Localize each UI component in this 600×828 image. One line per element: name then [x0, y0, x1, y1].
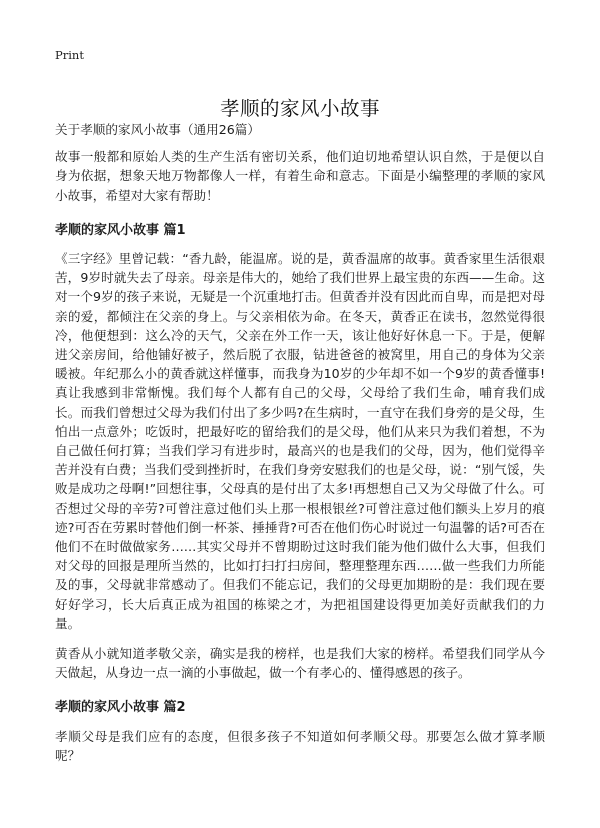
section-2-paragraph-1: 孝顺父母是我们应有的态度，但很多孩子不知道如何孝顺父母。那要怎么做才算孝顺呢？ [55, 728, 545, 763]
page-title: 孝顺的家风小故事 [219, 97, 380, 121]
section-heading-1: 孝顺的家风小故事 篇1 [55, 222, 186, 238]
article-subtitle: 关于孝顺的家风小故事（通用26篇） [55, 122, 260, 137]
section-1-paragraph-1: 《三字经》里曾记载：“香九龄，能温席。说的是，黄香温席的故事。黄香家里生活很艰苦，9岁时就失去了母亲。母亲是伟大的，她给了我们世界上最宝贵的东西——生命。这对一个9岁的孩子来说，无疑是一个沉重地打击。但黄香并没有因此而自卑，而是把对母亲的爱，都倾注在父亲的身上。与父亲相依为命。在冬天，黄香正在读书，忽然觉得很冷，他便想到：这么冷的天气，父亲在外工作一天，该让他好好休息一下。于是，便解进父亲房间，给他铺好被子，然后脱了衣服，钻进爸爸的被窝里，用自己的身体为父亲暖被。年纪那么小的黄香就这样懂事，而我身为10岁的少年却不如一个9岁的黄香懂事!真让我感到非常惭愧。我们每个人都有自己的父母，父母给了我们生命，哺育我们成长。而我们曾想过父母为我们付出了多少吗?在生病时，一直守在我们身旁的是父母，生怕出一点意外；吃饭时，把最好吃的留给我们的是父母，他们从来只为我们着想，不为自己做任何打算；当我们学习有进步时，最高兴的也是我们的父母，因为，他们觉得辛苦并没有白费；当我们受到挫折时，在我们身旁安慰我们的也是父母，说：“别气馁，失败是成功之母啊!”回想往事，父母真的是付出了太多!再想想自己又为父母做了什么。可否想过父母的辛劳?可曾注意过他们头上那一根根银丝?可曾注意过他们额头上岁月的痕迹?可否在劳累时替他们倒一杯茶、捶捶背?可否在他们伤心时说过一句温馨的话?可否在他们不在时做做家务……其实父母并不曾期盼过这时我们能为他们做什么大事，但我们对父母的回报是理所当然的，比如打扫打扫房间，整理整理东西……做一些我们力所能及的事，父母就非常感动了。但我们不能忘记，我们的父母更加期盼的是：我们现在要好好学习，长大后真正成为祖国的栋梁之才，为把祖国建设得更加美好贡献我们的力量。 [55, 251, 545, 631]
section-heading-2: 孝顺的家风小故事 篇2 [55, 700, 186, 716]
section-1-paragraph-2: 黄香从小就知道孝敬父亲，确实是我的榜样，也是我们大家的榜样。希望我们同学从今天做起，从身边一点一滴的小事做起，做一个有孝心的、懂得感恩的孩子。 [55, 646, 545, 681]
intro-paragraph: 故事一般都和原始人类的生产生活有密切关系，他们迫切地希望认识自然，于是便以自身为依据，想象天地万物都像人一样，有着生命和意志。下面是小编整理的孝顺的家风小故事，希望对大家有帮助！ [55, 149, 545, 203]
print-link[interactable]: Print [55, 48, 84, 62]
article-body [55, 120, 545, 776]
